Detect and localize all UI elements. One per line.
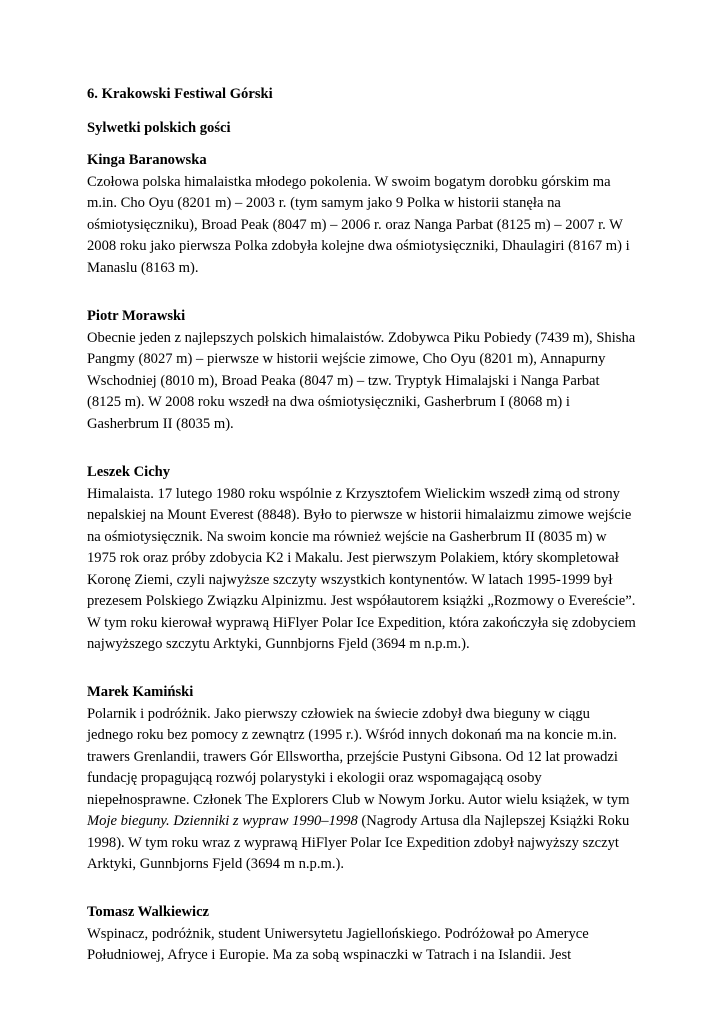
bio-line: na ośmiotysięcznik. Na swoim koncie ma również wejście na Gasherbrum II (8035 m) w [87, 528, 607, 545]
profile-name: Tomasz Walkiewicz [87, 904, 210, 920]
profile-name: Leszek Cichy [87, 464, 171, 480]
bio-line: najwyższego szczytu Arktyki, Gunnbjorns Fjeld (3694 m n.p.m.). [87, 636, 470, 652]
bio-line-tail: (Nagrody Artusa dla Najlepszej Książki Roku [357, 813, 630, 829]
bio-line: nepalskiej na Mount Everest (8848). Było to pierwsze w historii himalaizmu zimowe wejście [87, 507, 632, 523]
bio-line: Wspinacz, podróżnik, student Uniwersytetu Jagiellońskiego. Podróżował po Ameryce [87, 925, 589, 942]
bio-line: trawers Grenlandii, trawers Gór Ellswortha, przejście Pustyni Gibsona. Od 12 lat prowadzi [87, 748, 618, 765]
bio-line: Obecnie jeden z najlepszych polskich himalaistów. Zdobywca Piku Pobiedy (7439 m), Shisha [87, 329, 636, 346]
bio-line: 1998). W tym roku wraz z wyprawą HiFlyer Polar Ice Expedition zdobył najwyższy szczyt [87, 834, 619, 851]
bio-line: niepełnosprawne. Członek The Explorers Club w Nowym Jorku. Autor wielu książek, w tym [87, 791, 630, 808]
bio-line: Arktyki, Gunnbjorns Fjeld (3694 m n.p.m.). [87, 856, 345, 872]
bio-line: W tym roku kierował wyprawą HiFlyer Polar Ice Expedition, która zakończyła się zdobyciem [87, 614, 636, 631]
profile-leszek-cichy [87, 462, 647, 656]
bio-line: Wschodniej (8010 m), Broad Peaka (8047 m) – tzw. Tryptyk Himalajski i Nanga Parbat [87, 372, 600, 389]
profile-marek-kaminski [87, 682, 647, 876]
bio-line: Polarnik i podróżnik. Jako pierwszy człowiek na świecie zdobył dwa bieguny w ciągu [87, 705, 590, 722]
bio-line: Czołowa polska himalaistka młodego pokolenia. W swoim bogatym dorobku górskim ma [87, 173, 611, 190]
bio-line: Pangmy (8027 m) – pierwsze w historii wejście zimowe, Cho Oyu (8201 m), Annapurny [87, 351, 606, 367]
bio-line: Koronę Ziemi, czyli najwyższe szczyty wszystkich kontynentów. W latach 1995-1999 był [87, 571, 613, 588]
bio-line: Południowej, Afryce i Europie. Ma za sobą wspinaczki w Tatrach i na Islandii. Jest [87, 947, 572, 963]
profile-kinga-baranowska [87, 150, 647, 279]
profile-name: Kinga Baranowska [87, 152, 207, 168]
bio-line: 2008 roku jako pierwsza Polka zdobyła kolejne dwa ośmiotysięczniki, Dhaulagiri (8167 m) i [87, 238, 630, 254]
bio-line: jednego roku bez pomocy z zewnątrz (1995 r.). Wśród innych dokonań ma na koncie m.in. [87, 727, 617, 743]
bio-line: m.in. Cho Oyu (8201 m) – 2003 r. (tym samym jako 9 Polka w historii stanęła na [87, 195, 561, 211]
profile-bio [87, 484, 647, 656]
profile-bio [87, 924, 647, 967]
profile-name: Piotr Morawski [87, 308, 186, 324]
profile-tomasz-walkiewicz [87, 902, 647, 967]
document-subtitle: Sylwetki polskich gości [87, 120, 231, 136]
document-title: 6. Krakowski Festiwal Górski [87, 86, 273, 102]
bio-line: Himalaista. 17 lutego 1980 roku wspólnie z Krzysztofem Wielickim wszedł zimą od strony [87, 485, 620, 502]
profile-piotr-morawski [87, 306, 647, 435]
bio-line: Gasherbrum II (8035 m). [87, 415, 234, 432]
document-content [87, 84, 647, 963]
bio-line: (8125 m). W 2008 roku wszedł na dwa ośmiotysięczniki, Gasherbrum I (8068 m) i [87, 394, 570, 410]
profile-bio [87, 172, 647, 280]
bio-line: fundację propagującą rozwój polarystyki i ekologii oraz wspomagającą osoby [87, 770, 542, 786]
profile-name: Marek Kamiński [87, 684, 194, 700]
bio-line: Manaslu (8163 m). [87, 259, 199, 276]
bio-line: 1975 rok oraz próby zdobycia K2 i Makalu. Jest pierwszym Polakiem, który skompletował [87, 550, 619, 566]
profile-bio [87, 704, 647, 876]
profile-bio [87, 328, 647, 436]
bio-line: prezesem Polskiego Związku Alpinizmu. Jest współautorem książki „Rozmowy o Evereście”. [87, 593, 636, 609]
book-title-italic: Moje bieguny. Dzienniki z wypraw 1990–1998 [87, 813, 358, 829]
bio-line: ośmiotysięczniku), Broad Peak (8047 m) – 2006 r. oraz Nanga Parbat (8125 m) – 2007 r. W [87, 216, 623, 233]
bio-line-with-italic [87, 811, 647, 833]
